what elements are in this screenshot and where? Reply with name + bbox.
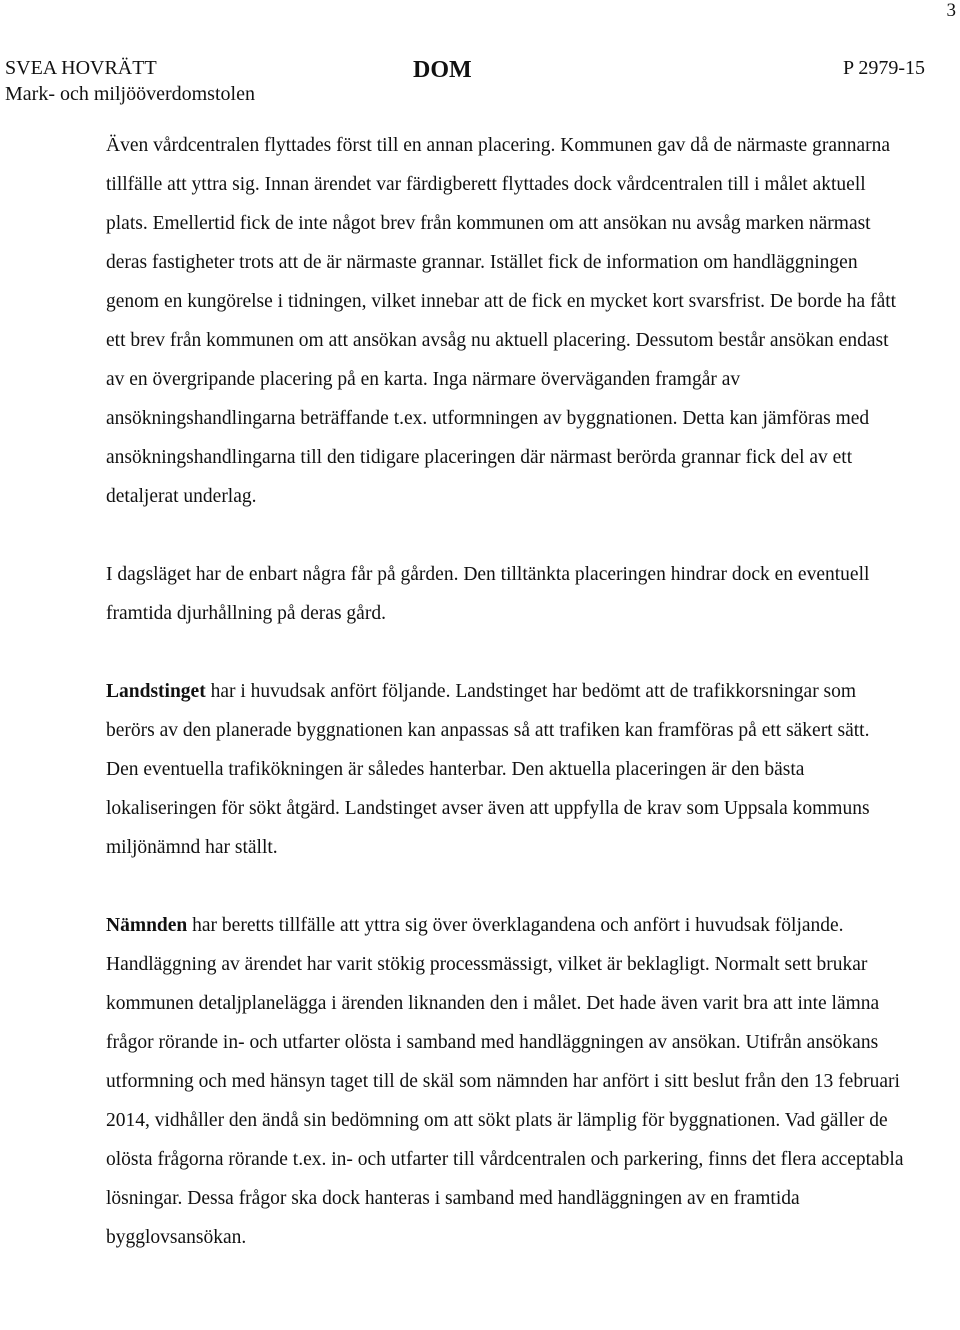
paragraph bbox=[106, 672, 906, 867]
court-name-line2: Mark- och miljööverdomstolen bbox=[5, 83, 255, 105]
court-name-line1: SVEA HOVRÄTT bbox=[5, 57, 157, 79]
paragraph bbox=[106, 906, 906, 1257]
document-body bbox=[106, 126, 906, 1257]
case-number: P 2979-15 bbox=[842, 57, 925, 79]
paragraph bbox=[106, 555, 906, 633]
paragraph-lead: Nämnden bbox=[106, 915, 188, 936]
paragraph-text: har beretts tillfälle att yttra sig över överklagandena och anfört i huvudsak följande. Handläggning av ärendet har varit stökig processmässigt, vilket är beklagligt. Normalt sett brukar kommunen detaljplanelägga i ärenden liknanden den i målet. Det hade även varit bra att inte lämna frågor rörande in- och utfarter olösta i samband med handläggningen av ansökan. Utifrån ansökans utformning och med hänsyn taget till de skäl som nämnden har anfört i sitt beslut från den 13 februari 2014, vidhåller den ändå sin bedömning om att sökt plats är lämplig för byggnationen. Vad gäller de olösta frågorna rörande t.ex. in- och utfarter till vårdcentralen och parkering, finns det flera acceptabla lösningar. Dessa frågor ska dock hanteras i samband med handläggningen av en framtida bygglovsansökan. bbox=[106, 915, 904, 1248]
document-type: DOM bbox=[413, 57, 472, 83]
paragraph bbox=[106, 126, 906, 516]
page-number: 3 bbox=[946, 0, 956, 21]
document-header bbox=[5, 55, 925, 105]
court-name bbox=[5, 55, 255, 107]
paragraph-lead: Landstinget bbox=[106, 681, 206, 702]
paragraph-text: Även vårdcentralen flyttades först till en annan placering. Kommunen gav då de närmaste grannarna tillfälle att yttra sig. Innan ärendet var färdigberett flyttades dock vårdcentralen till i målet aktuell plats. Emellertid fick de inte något brev från kommunen om att ansökan nu avsåg marken närmast deras fastigheter trots att de är närmaste grannar. Istället fick de information om handläggningen genom en kungörelse i tidningen, vilket innebar att de fick en mycket kort svarsfrist. De borde ha fått ett brev från kommunen om att ansökan avsåg nu aktuell placering. Dessutom består ansökan endast av en övergripande placering på en karta. Inga närmare överväganden framgår av ansökningshandlingarna beträffande t.ex. utformningen av byggnationen. Detta kan jämföras med ansökningshandlingarna till den tidigare placeringen där närmast berörda grannar fick del av ett detaljerat underlag. bbox=[106, 135, 897, 507]
paragraph-text: I dagsläget har de enbart några får på gården. Den tilltänkta placeringen hindrar dock en eventuell framtida djurhållning på deras gård. bbox=[106, 564, 870, 624]
paragraph-text: har i huvudsak anfört följande. Landstinget har bedömt att de trafikkorsningar som berörs av den planerade byggnationen kan anpassas så att trafiken kan framföras på ett säkert sätt. Den eventuella trafikökningen är således hanterbar. Den aktuella placeringen är den bästa lokaliseringen för sökt åtgärd. Landstinget avser även att uppfylla de krav som Uppsala kommuns miljönämnd har ställt. bbox=[106, 681, 870, 858]
